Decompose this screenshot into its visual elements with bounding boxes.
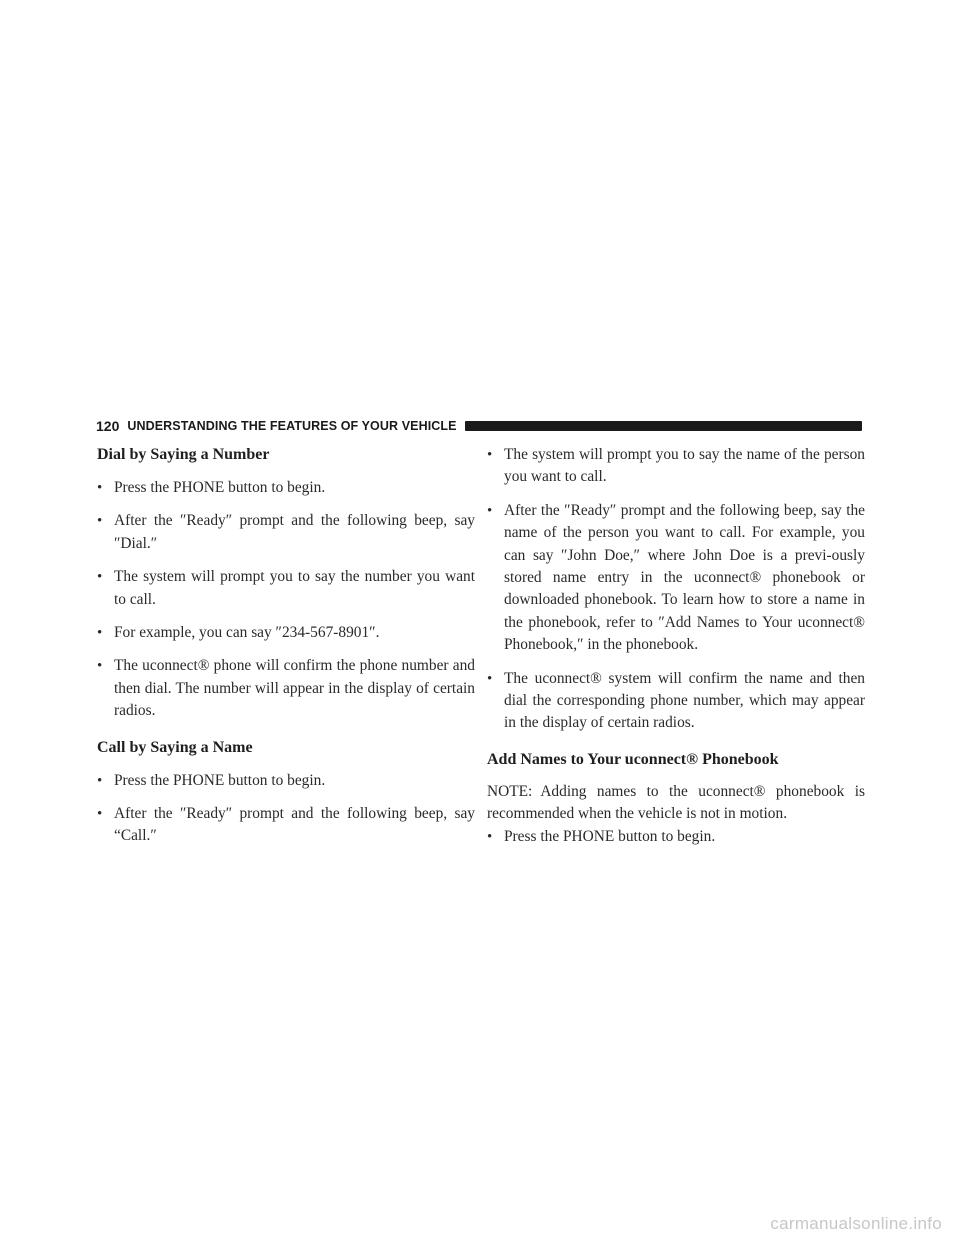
list-item: • The system will prompt you to say the number you want to call. xyxy=(97,568,475,608)
dial-by-number-list xyxy=(97,477,475,723)
note-text: Adding names to the uconnect® phonebook is recommended when the vehicle is not in motion. xyxy=(487,782,865,823)
section-title: UNDERSTANDING THE FEATURES OF YOUR VEHICLE xyxy=(127,419,457,433)
list-item: • The system will prompt you to say the name of the person you want to call. xyxy=(487,446,865,486)
bullet-icon: • xyxy=(97,569,103,586)
bullet-icon: • xyxy=(487,447,493,463)
bullet-icon: • xyxy=(97,625,103,642)
heading-call-by-name: Call by Saying a Name xyxy=(97,738,253,756)
page-header xyxy=(96,416,862,436)
list-item: • Press the PHONE button to begin. xyxy=(97,770,475,792)
add-names-list xyxy=(487,826,865,848)
call-by-name-list xyxy=(97,770,475,848)
bullet-icon: • xyxy=(97,806,103,823)
bullet-icon: • xyxy=(97,480,103,496)
list-item: • After the ″Ready″ prompt and the following beep, say the name of the person you want to call. For example, you can say ″John Doe,″ where John Doe is a previ-ously stored name entry in the uconnect® phonebook or downloaded phonebook. To learn how to store a name in the phonebook, refer to ″Add Names to Your uconnect® Phonebook,″ in the phonebook. xyxy=(487,501,865,654)
bullet-icon: • xyxy=(97,658,103,675)
bullet-icon: • xyxy=(487,828,493,845)
bullet-icon: • xyxy=(97,513,103,530)
left-column xyxy=(97,444,475,848)
bullet-icon: • xyxy=(487,670,493,687)
list-item: • After the ″Ready″ prompt and the following beep, say ″Dial.″ xyxy=(97,512,475,552)
list-item: • After the ″Ready″ prompt and the following beep, say “Call.″ xyxy=(97,805,475,845)
note-paragraph xyxy=(487,781,865,826)
list-item: • Press the PHONE button to begin. xyxy=(97,477,475,499)
heading-dial-by-number: Dial by Saying a Number xyxy=(97,446,270,463)
watermark: carmanualsonline.info xyxy=(770,1214,942,1233)
list-item: • The uconnect® system will confirm the name and then dial the corresponding phone number, which may appear in the display of certain radios. xyxy=(487,669,865,732)
list-item: • The uconnect® phone will confirm the phone number and then dial. The number will appear in the display of certain radios. xyxy=(97,657,475,720)
bullet-icon: • xyxy=(487,502,493,519)
page-number: 120 xyxy=(96,418,120,434)
heading-add-names: Add Names to Your uconnect® Phonebook xyxy=(487,750,779,768)
list-item: • For example, you can say ″234-567-8901″. xyxy=(97,622,475,644)
note-label: NOTE: xyxy=(487,782,533,800)
bullet-icon: • xyxy=(97,772,103,789)
list-item: • Press the PHONE button to begin. xyxy=(487,826,865,848)
header-rule xyxy=(465,421,862,431)
call-by-name-list-continued xyxy=(487,444,865,735)
right-column xyxy=(487,444,865,848)
